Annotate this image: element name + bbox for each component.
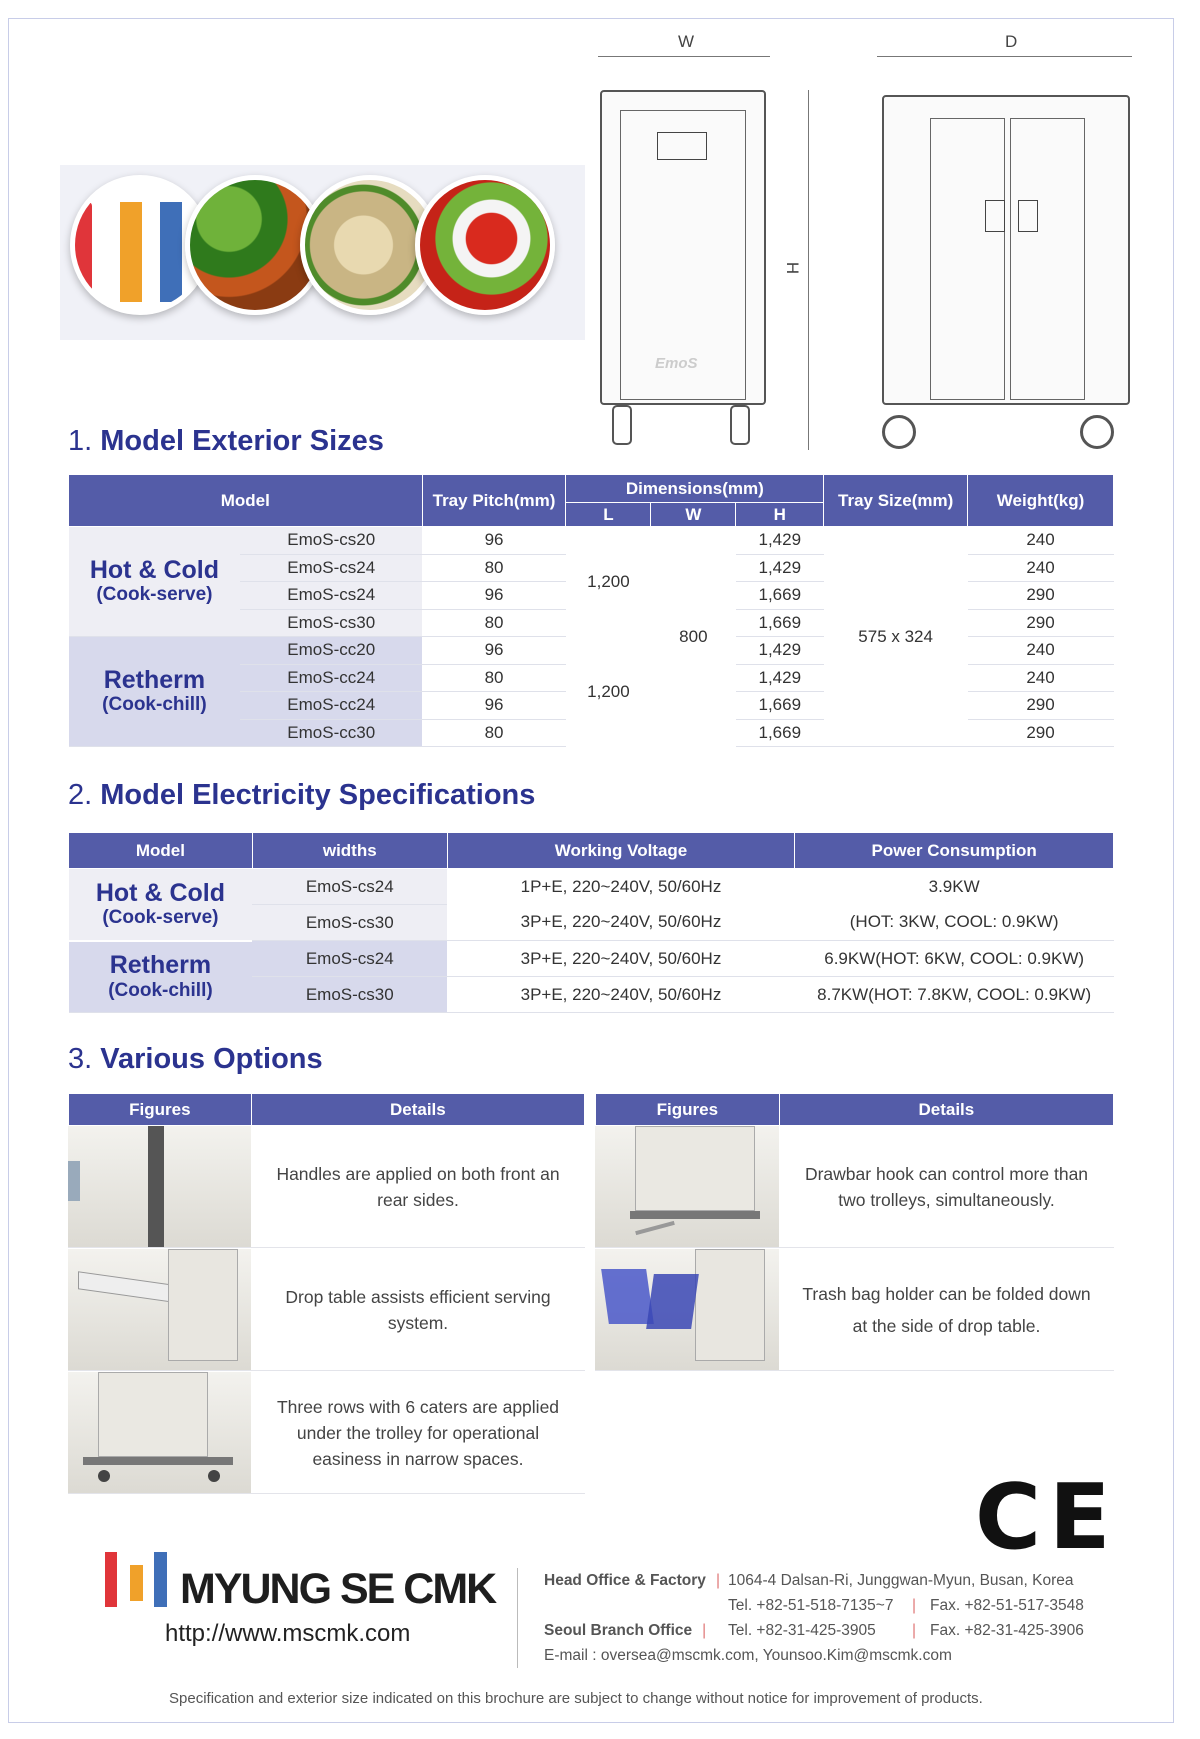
option-drawbar: Drawbar hook can control more than two trolleys, simultaneously. bbox=[595, 1126, 1114, 1248]
company-name: MYUNG SE CMK bbox=[180, 1565, 496, 1613]
seoul-office-tel: Tel. +82-31-425-3905 bbox=[728, 1622, 876, 1639]
table-row: EmoS-cc30 80 1,669 290 bbox=[69, 719, 1114, 747]
logo-red-bar bbox=[105, 1552, 117, 1607]
head-office-fax: Fax. +82-51-517-3548 bbox=[930, 1597, 1084, 1614]
group-hot-cold: Hot & Cold (Cook-serve) bbox=[69, 869, 253, 941]
head-office-tel: Tel. +82-51-518-7135~7 bbox=[728, 1597, 894, 1614]
table-row: Retherm (Cook-chill) EmoS-cc20 96 1,200 1,429 240 bbox=[69, 637, 1114, 665]
group-hot-cold: Hot & Cold (Cook-serve) bbox=[69, 527, 241, 637]
logo-orange-bar bbox=[130, 1565, 143, 1601]
table-row: EmoS-cs24 96 1,669 290 bbox=[69, 582, 1114, 610]
option-trash-bag: Trash bag holder can be folded down at the side of drop table. bbox=[595, 1249, 1114, 1371]
table-row: Hot & Cold (Cook-serve) EmoS-cs20 96 1,200 800 1,429 575 x 324 240 bbox=[69, 527, 1114, 555]
header-l: L bbox=[566, 503, 651, 527]
drop-table-photo bbox=[68, 1249, 251, 1370]
footer-divider bbox=[517, 1568, 518, 1668]
header-tray-pitch: Tray Pitch(mm) bbox=[422, 475, 566, 527]
height-label: H bbox=[783, 261, 803, 275]
header-tray-size: Tray Size(mm) bbox=[824, 475, 968, 527]
table-row: EmoS-cs30 3P+E, 220~240V, 50/60Hz (HOT: 3KW, COOL: 0.9KW) bbox=[69, 905, 1114, 941]
tray-size-value: 575 x 324 bbox=[824, 527, 968, 747]
option-drop-table: Drop table assists efficient serving system. bbox=[68, 1249, 585, 1371]
drawbar-photo bbox=[595, 1126, 779, 1247]
handles-photo bbox=[68, 1126, 251, 1247]
section1-title: 1. Model Exterior Sizes bbox=[68, 425, 384, 457]
company-url-link[interactable]: http://www.mscmk.com bbox=[165, 1620, 411, 1647]
ce-mark: CE bbox=[975, 1465, 1119, 1570]
contact-email[interactable]: E-mail : oversea@mscmk.com, Younsoo.Kim@mscmk.com bbox=[544, 1647, 952, 1664]
table-row: EmoS-cc24 96 1,669 290 bbox=[69, 692, 1114, 720]
width-value: 800 bbox=[679, 626, 708, 646]
options-right-header: Figures Details bbox=[595, 1093, 1114, 1126]
option-handles: Handles are applied on both front an rear sides. bbox=[68, 1126, 585, 1248]
section3-title: 3. Various Options bbox=[68, 1043, 323, 1075]
table-row: Hot & Cold (Cook-serve) EmoS-cs24 1P+E, 220~240V, 50/60Hz 3.9KW bbox=[69, 869, 1114, 905]
table-row: EmoS-cs30 3P+E, 220~240V, 50/60Hz 8.7KW(HOT: 7.8KW, COOL: 0.9KW) bbox=[69, 977, 1114, 1013]
fax-separator: | bbox=[912, 1622, 917, 1639]
table-row: EmoS-cs24 80 1,429 240 bbox=[69, 554, 1114, 582]
header-widths: widths bbox=[252, 833, 447, 869]
emos-mark: EmoS bbox=[655, 355, 698, 372]
group-retherm: Retherm (Cook-chill) bbox=[69, 637, 241, 747]
seoul-office-fax: Fax. +82-31-425-3906 bbox=[930, 1622, 1084, 1639]
seoul-office-label: Seoul Branch Office | bbox=[544, 1622, 707, 1639]
table-row: Retherm (Cook-chill) EmoS-cs24 3P+E, 220~240V, 50/60Hz 6.9KW(HOT: 6KW, COOL: 0.9KW) bbox=[69, 941, 1114, 977]
depth-label: D bbox=[1005, 32, 1018, 51]
head-office-label: Head Office & Factory | bbox=[544, 1572, 720, 1589]
header-dimensions: Dimensions(mm) bbox=[566, 475, 824, 503]
exterior-sizes-table bbox=[68, 474, 1114, 747]
table-row: EmoS-cs30 80 1,669 290 bbox=[69, 609, 1114, 637]
header-voltage: Working Voltage bbox=[447, 833, 795, 869]
header-h: H bbox=[736, 503, 824, 527]
options-left-header: Figures Details bbox=[68, 1093, 585, 1126]
fax-separator: | bbox=[912, 1597, 917, 1614]
disclaimer: Specification and exterior size indicated on this brochure are subject to change without notice for improvement of products. bbox=[169, 1690, 983, 1707]
header-model: Model bbox=[69, 833, 253, 869]
table-row: EmoS-cc24 80 1,429 240 bbox=[69, 664, 1114, 692]
width-label: W bbox=[678, 32, 695, 51]
option-casters: Three rows with 6 caters are applied under the trolley for operational easiness in narrow spaces. bbox=[68, 1372, 585, 1494]
header-w: W bbox=[651, 503, 736, 527]
header-model: Model bbox=[69, 475, 423, 527]
trash-bag-photo bbox=[595, 1249, 779, 1370]
section2-title: 2. Model Electricity Specifications bbox=[68, 779, 536, 811]
casters-photo bbox=[68, 1372, 251, 1493]
logo-blue-bar bbox=[154, 1552, 167, 1607]
header-weight: Weight(kg) bbox=[968, 475, 1114, 527]
header-power: Power Consumption bbox=[795, 833, 1114, 869]
tomato-salad-photo bbox=[415, 175, 555, 315]
group-retherm: Retherm (Cook-chill) bbox=[69, 941, 253, 1013]
head-office-address: 1064-4 Dalsan-Ri, Junggwan-Myun, Busan, Korea bbox=[728, 1572, 1074, 1589]
electricity-table bbox=[68, 832, 1114, 1013]
